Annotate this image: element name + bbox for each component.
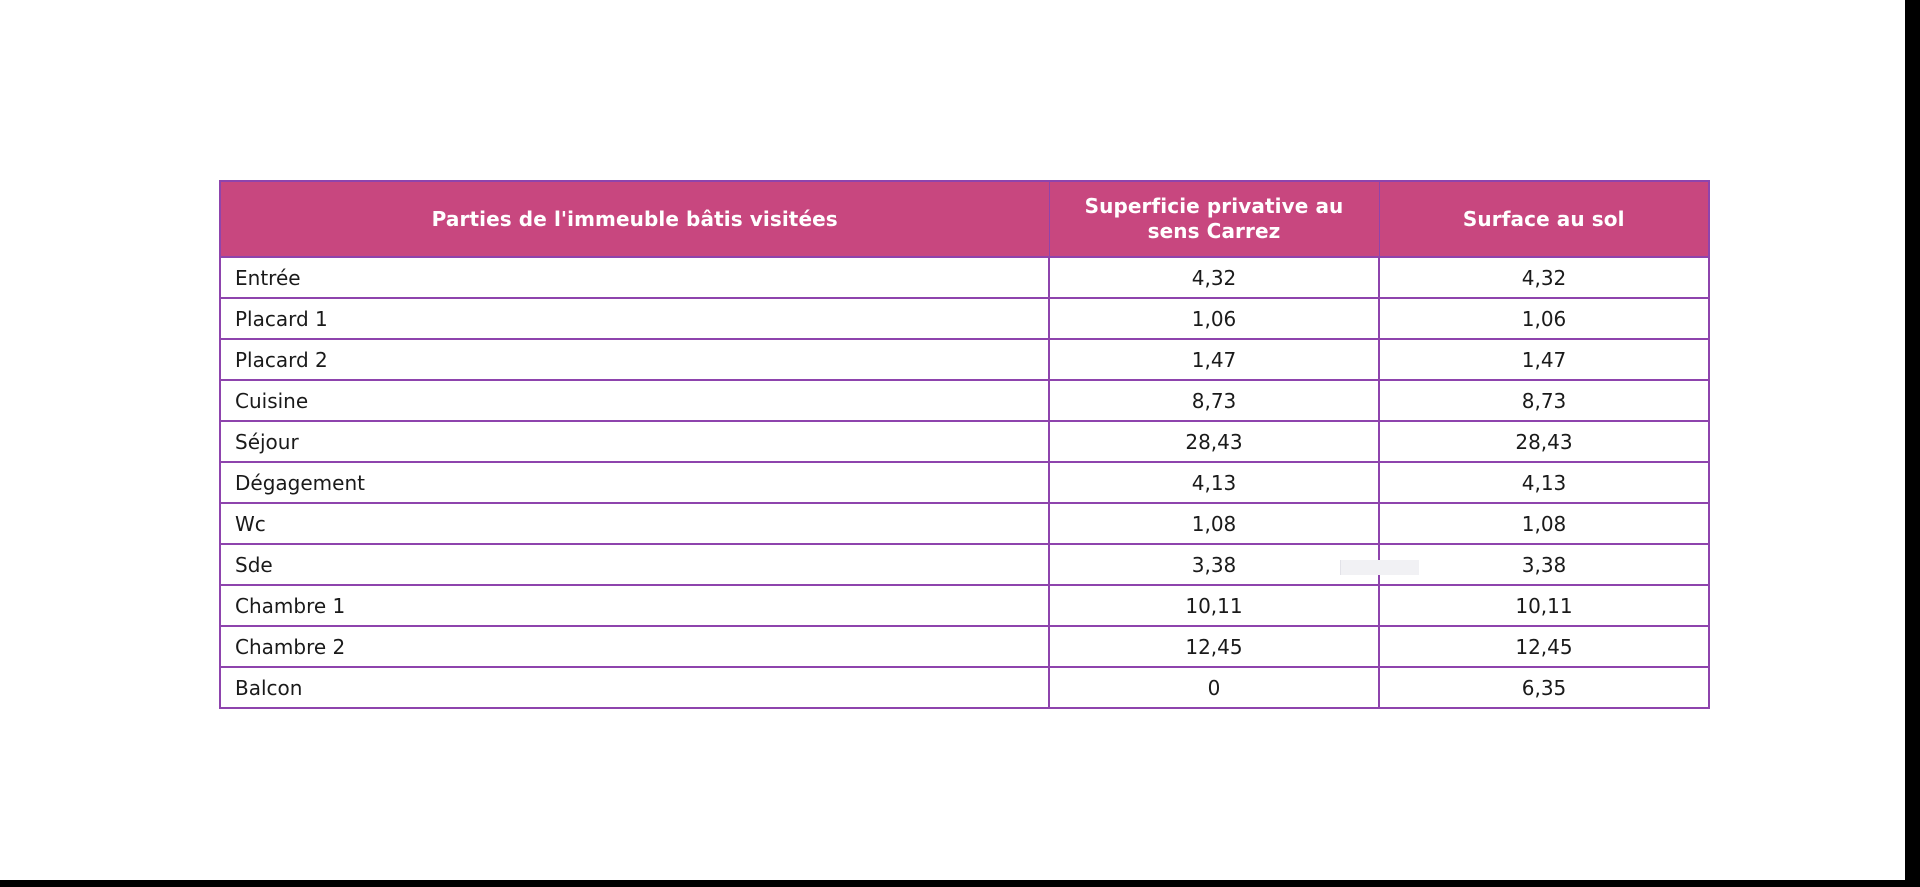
table-row: [220, 298, 1709, 339]
table-row: [220, 462, 1709, 503]
column-header-superficie-carrez: Superficie privative au sens Carrez: [1049, 181, 1379, 257]
render-artifact: [1340, 560, 1419, 575]
table-row: [220, 626, 1709, 667]
table-row: [220, 257, 1709, 298]
table-row: [220, 585, 1709, 626]
cell-superficie-carrez: 8,73: [1049, 380, 1379, 421]
cell-surface-au-sol: 1,06: [1379, 298, 1709, 339]
cell-room-label: Sde: [220, 544, 1049, 585]
cell-room-label: Chambre 2: [220, 626, 1049, 667]
cell-superficie-carrez: 10,11: [1049, 585, 1379, 626]
table-header: [220, 181, 1709, 257]
cell-superficie-carrez: 28,43: [1049, 421, 1379, 462]
table-row: [220, 667, 1709, 708]
cell-room-label: Séjour: [220, 421, 1049, 462]
cell-room-label: Dégagement: [220, 462, 1049, 503]
table-row: [220, 421, 1709, 462]
cell-room-label: Entrée: [220, 257, 1049, 298]
cell-surface-au-sol: 8,73: [1379, 380, 1709, 421]
surfaces-table-container: [219, 180, 1708, 709]
table-row: [220, 339, 1709, 380]
cell-superficie-carrez: 1,47: [1049, 339, 1379, 380]
cell-surface-au-sol: 4,13: [1379, 462, 1709, 503]
table-row: [220, 380, 1709, 421]
table-row: [220, 503, 1709, 544]
cell-surface-au-sol: 10,11: [1379, 585, 1709, 626]
cell-superficie-carrez: 12,45: [1049, 626, 1379, 667]
cell-room-label: Balcon: [220, 667, 1049, 708]
cell-room-label: Cuisine: [220, 380, 1049, 421]
cell-room-label: Wc: [220, 503, 1049, 544]
cell-surface-au-sol: 3,38: [1379, 544, 1709, 585]
cell-superficie-carrez: 3,38: [1049, 544, 1379, 585]
table-header-row: [220, 181, 1709, 257]
cell-surface-au-sol: 1,47: [1379, 339, 1709, 380]
table-body: [220, 257, 1709, 708]
cell-superficie-carrez: 4,32: [1049, 257, 1379, 298]
column-header-parties: Parties de l'immeuble bâtis visitées: [220, 181, 1049, 257]
cell-superficie-carrez: 1,06: [1049, 298, 1379, 339]
table-row: [220, 544, 1709, 585]
cell-room-label: Placard 2: [220, 339, 1049, 380]
column-header-surface-au-sol: Surface au sol: [1379, 181, 1709, 257]
cell-room-label: Placard 1: [220, 298, 1049, 339]
cell-surface-au-sol: 4,32: [1379, 257, 1709, 298]
cell-surface-au-sol: 1,08: [1379, 503, 1709, 544]
surfaces-table: [219, 180, 1710, 709]
cell-superficie-carrez: 4,13: [1049, 462, 1379, 503]
cell-room-label: Chambre 1: [220, 585, 1049, 626]
cell-superficie-carrez: 1,08: [1049, 503, 1379, 544]
cell-surface-au-sol: 28,43: [1379, 421, 1709, 462]
cell-superficie-carrez: 0: [1049, 667, 1379, 708]
cell-surface-au-sol: 12,45: [1379, 626, 1709, 667]
cell-surface-au-sol: 6,35: [1379, 667, 1709, 708]
